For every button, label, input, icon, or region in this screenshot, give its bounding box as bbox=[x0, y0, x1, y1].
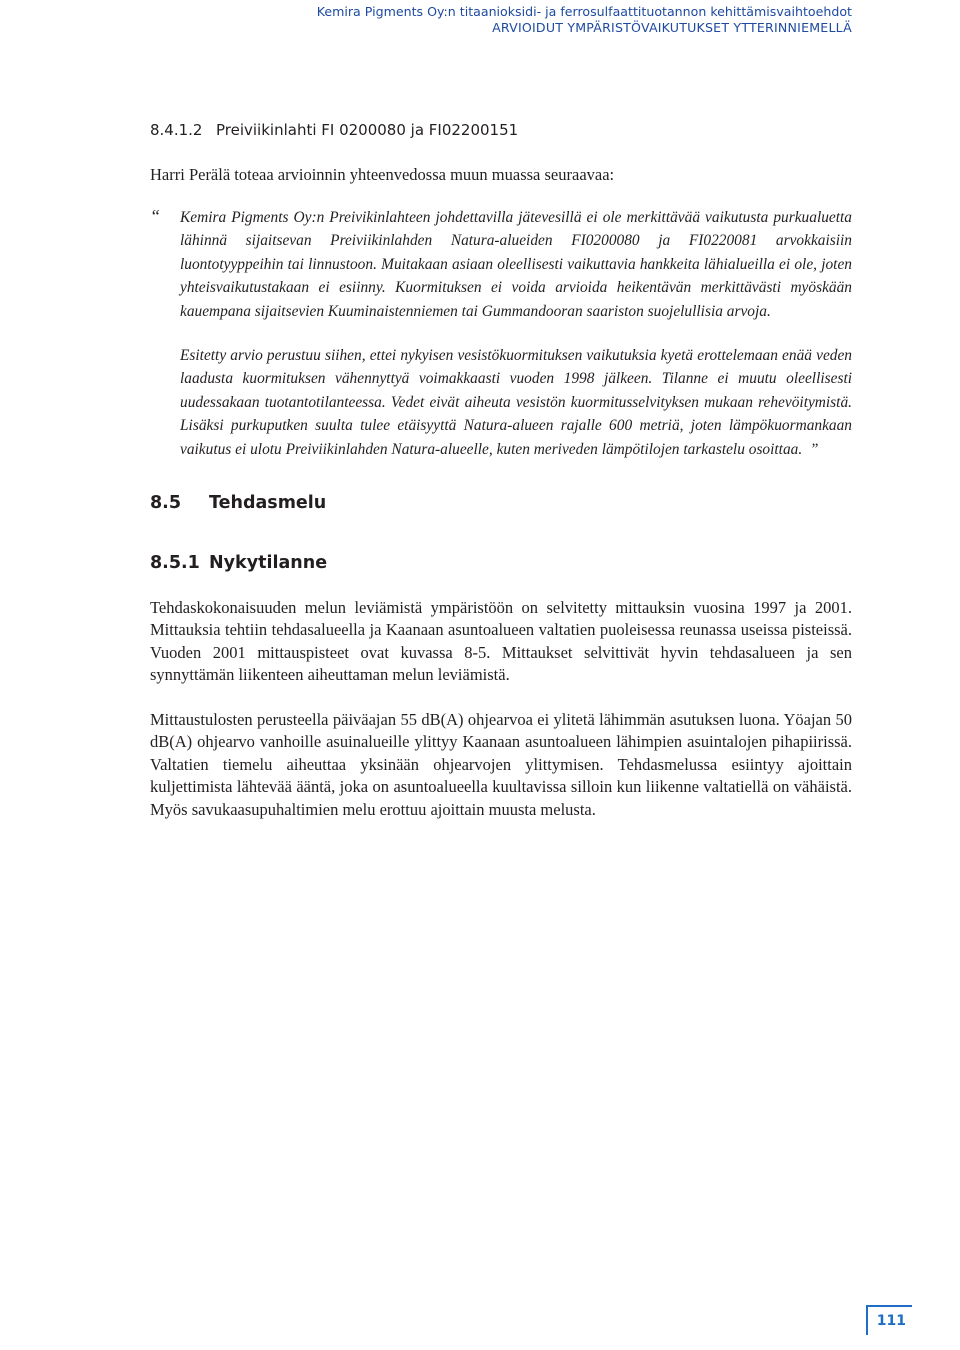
section-number: 8.4.1.2 bbox=[150, 121, 203, 139]
page-number: 111 bbox=[876, 1313, 906, 1329]
section-number: 8.5 bbox=[150, 493, 182, 513]
section-title: Nykytilanne bbox=[209, 553, 328, 573]
section-number: 8.5.1 bbox=[150, 553, 200, 573]
open-quote-mark: “ bbox=[150, 206, 161, 226]
body-paragraph-2: Mittaustulosten perusteella päiväajan 55 dB(A) ohjearvoa ei ylitetä lähimmän asutuksen luona. Yöajan 50 dB(A) ohjearvo vanhoille asuinalueille ylittyy Kaanaan asuntoalueen lähimpien asuintalojen pihapiirissä. Valtatien tiemelu aiheuttaa yksinään ohjearvojen ylittymisen. Tehdasmelussa esiintyy ajoittain kuljettimista lähtevää ääntä, joka on asuntoalueella kuultavissa silloin kun liikenne valtatiellä on vähäistä. Myös savukaasupuhaltimien melu erottuu ajoittain muusta melusta. bbox=[150, 710, 852, 819]
section-heading-8-5-1 bbox=[150, 552, 327, 574]
body-paragraph-1: Tehdaskokonaisuuden melun leviämistä ympäristöön on selvitetty mittauksin vuosina 1997 ja 2001. Mittauksia tehtiin tehdasalueella ja Kaanaan asuntoalueen valtatien puoleisessa reunassa useissa pisteissä. Vuoden 2001 mittauspisteet ovat kuvassa 8-5. Mittaukset selvittivät hyvin tehdasalueen ja sen synnyttämän liikenteen aiheuttaman melun leviämistä. bbox=[150, 598, 852, 685]
quote-paragraph-2-text: Esitetty arvio perustuu siihen, ettei nykyisen vesistökuormituksen vaikutuksia kyetä erottelemaan enää veden laadusta kuormituksen vähennyttyä voimakkaasti vuoden 1998 jälkeen. Tilanne ei muutu oleellisesti uudessakaan tuotantotilanteessa. Vedet eivät aiheuta vesistön kuormitusselvityksen mukaan rehevöitymistä. Lisäksi purkuputken suulta tulee etäisyyttä Natura-alueen rajalle 600 metriä, joten lämpökuormankaan vaikutus ei ulotu Preiviikinlahden Natura-alueelle, kuten meriveden lämpötilojen tarkastelu osoittaa. bbox=[180, 347, 852, 458]
section-title: Preiviikinlahti FI 0200080 ja FI02200151 bbox=[216, 121, 519, 139]
quote-body bbox=[180, 206, 852, 461]
intro-paragraph: Harri Perälä toteaa arvioinnin yhteenvedossa muun muassa seuraavaa: bbox=[150, 165, 615, 184]
header-title: Kemira Pigments Oy:n titaanioksidi- ja ferrosulfaattituotannon kehittämisvaihtoehdot bbox=[316, 4, 852, 19]
section-title: Tehdasmelu bbox=[209, 493, 327, 513]
section-heading-8-5 bbox=[150, 492, 326, 514]
quote-paragraph-2 bbox=[180, 344, 852, 461]
close-quote-mark: ” bbox=[809, 440, 819, 458]
quote-paragraph-1: Kemira Pigments Oy:n Preivikinlahteen johdettavilla jätevesillä ei ole merkittävää vaikutusta purkualuetta lähinnä sijaitsevan Preiviikinlahden Natura-alueiden FI0200080 ja FI0220081 arvokkaisiin luontotyyppeihin tai linnustoon. Muitakaan asiaan oleellisesti vaikuttavia hankkeita lähialueilla ei ole, joten yhteisvaikutustakaan ei esiinny. Kuormituksen ei voida arvioida heikentävän merkittävästi myöskään kauempana sijaitsevien Kuuminaistenniemen tai Gummandooran saariston suojelullisia arvoja. bbox=[180, 209, 852, 320]
page-number-box bbox=[866, 1305, 912, 1335]
section-heading-8-4-1-2 bbox=[150, 120, 518, 140]
header-subtitle: ARVIOIDUT YMPÄRISTÖVAIKUTUKSET YTTERINNIEMELLÄ bbox=[492, 20, 852, 35]
running-header bbox=[317, 4, 852, 36]
